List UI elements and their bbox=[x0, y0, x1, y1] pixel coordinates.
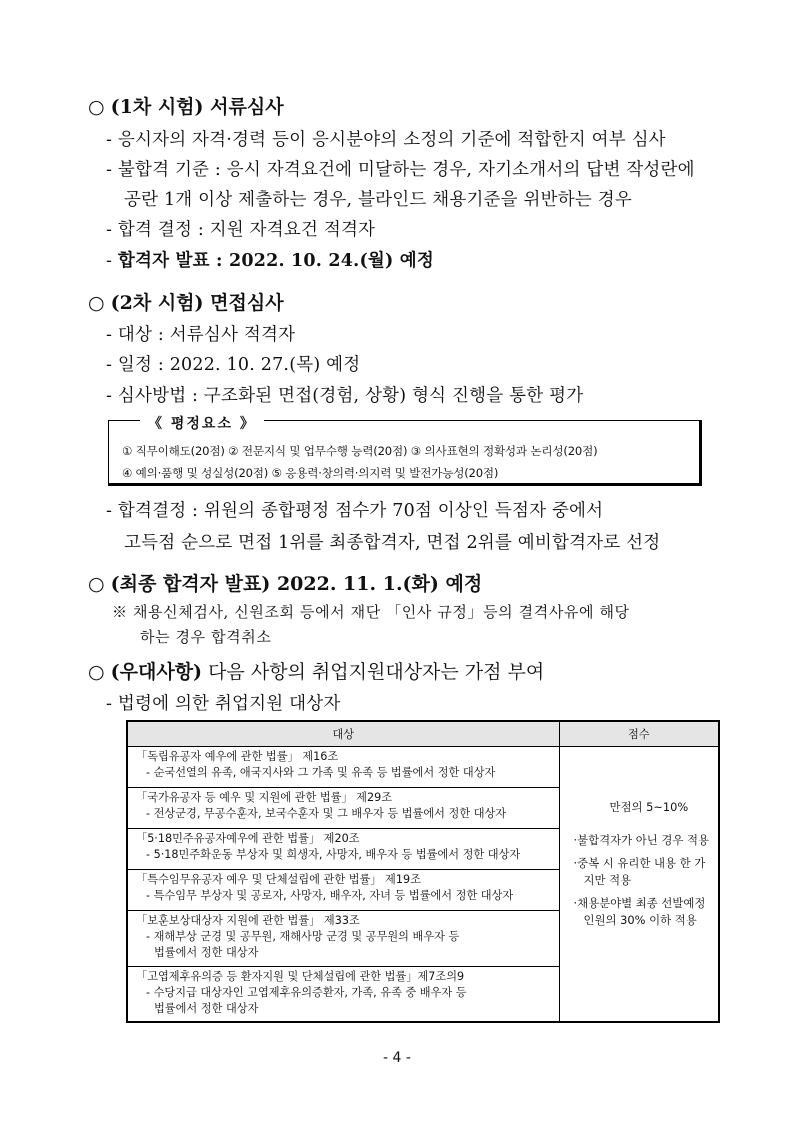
section-4-text: 다음 사항의 취업지원대상자는 가점 부여 bbox=[202, 661, 545, 683]
table-row bbox=[127, 746, 719, 787]
s1-item-2-cont: 공란 1개 이상 제출하는 경우, 블라인드 채용기준을 위반하는 경우 bbox=[124, 190, 632, 210]
header-target: 대상 bbox=[127, 721, 559, 746]
law-name: 「특수임무유공자 예우 및 단체설립에 관한 법률」 제19조 bbox=[136, 872, 421, 886]
s2-item-1: - 대상 : 서류심사 적격자 bbox=[106, 325, 296, 345]
evaluation-line-2: ④ 예의·품행 및 성실성(20점) ⑤ 응용력·창의력·의지력 및 발전가능성(20점) bbox=[122, 466, 499, 480]
law-desc: - 재해부상 군경 및 공무원, 재해사망 군경 및 공무원의 배우자 등 bbox=[146, 929, 460, 943]
law-desc: - 5·18민주화운동 부상자 및 희생자, 사망자, 배우자 등 법률에서 정한 대상자 bbox=[146, 847, 521, 861]
section-3-title: (최종 합격자 발표) bbox=[110, 573, 271, 595]
s3-note: ※ 채용신체검사, 신원조회 등에서 재단 「인사 규정」등의 결격사유에 해당 bbox=[112, 603, 630, 621]
s1-item-1: - 응시자의 자격·경력 등이 응시분야의 소정의 기준에 적합한지 여부 심사 bbox=[106, 130, 666, 150]
law-name: 「보훈보상대상자 지원에 관한 법률」 제33조 bbox=[136, 913, 360, 927]
law-desc: - 전상군경, 무공수훈자, 보국수훈자 및 그 배우자 등 법률에서 정한 대상자 bbox=[146, 806, 507, 820]
law-desc-cont: 법률에서 정한 대상자 bbox=[154, 945, 259, 959]
section-2-heading bbox=[88, 288, 284, 315]
circle-bullet-icon: ○ bbox=[88, 96, 105, 118]
law-name: 「독립유공자 예우에 관한 법률」 제16조 bbox=[136, 749, 339, 763]
circle-bullet-icon: ○ bbox=[88, 661, 105, 683]
section-1-heading bbox=[88, 92, 284, 119]
s3-note-cont: 하는 경우 합격취소 bbox=[140, 628, 272, 646]
section-2-title: (2차 시험) 면접심사 bbox=[110, 292, 284, 314]
s2-item-2: - 일정 : 2022. 10. 27.(목) 예정 bbox=[106, 355, 361, 375]
section-4-heading bbox=[88, 657, 544, 684]
section-1-title: (1차 시험) 서류심사 bbox=[110, 96, 284, 118]
score-item: ·불합격자가 아닌 경우 적용 bbox=[573, 832, 710, 847]
s1-announce: - 합격자 발표 : 2022. 10. 24.(월) 예정 bbox=[106, 251, 435, 271]
score-title: 만점의 5~10% bbox=[609, 799, 689, 814]
score-item: ·채용분야별 최종 선발예정인원의 30% 이하 적용 bbox=[573, 895, 706, 927]
law-name: 「국가유공자 등 예우 및 지원에 관한 법률」 제29조 bbox=[136, 790, 393, 804]
law-desc-cont: 법률에서 정한 대상자 bbox=[154, 1001, 259, 1015]
circle-bullet-icon: ○ bbox=[88, 292, 105, 314]
page-number: - 4 - bbox=[383, 1050, 411, 1066]
score-item: ·중복 시 유리한 내용 한 가지만 적용 bbox=[573, 855, 706, 887]
s2-decision-1: - 합격결정 : 위원의 종합평정 점수가 70점 이상인 득점자 중에서 bbox=[106, 501, 604, 521]
circle-bullet-icon: ○ bbox=[88, 573, 105, 595]
law-name: 「고엽제후유의증 등 환자지원 및 단체설립에 관한 법률」제7조의9 bbox=[136, 969, 465, 983]
section-3-date: 2022. 11. 1.(화) 예정 bbox=[270, 573, 483, 595]
s1-item-2: - 불합격 기준 : 응시 자격요건에 미달하는 경우, 자기소개서의 답변 작성란에 bbox=[106, 160, 695, 180]
s4-sub: - 법령에 의한 취업지원 대상자 bbox=[106, 694, 341, 714]
announce-label: 합격자 발표 bbox=[117, 251, 210, 271]
law-desc: - 순국선열의 유족, 애국지사와 그 가족 및 유족 등 법률에서 정한 대상자 bbox=[146, 765, 496, 779]
score-cell bbox=[559, 746, 719, 1022]
evaluation-box-title: 《 평정요소 》 bbox=[140, 413, 264, 433]
s2-decision-2: 고득점 순으로 면접 1위를 최종합격자, 면접 2위를 예비합격자로 선정 bbox=[124, 533, 661, 553]
preference-table bbox=[126, 720, 720, 1023]
law-desc: - 특수임무 부상자 및 공로자, 사망자, 배우자, 자녀 등 법률에서 정한 대상자 bbox=[146, 888, 514, 902]
section-3-heading bbox=[88, 569, 482, 596]
section-4-title: (우대사항) bbox=[110, 661, 203, 683]
law-name: 「5·18민주유공자예우에 관한 법률」 제20조 bbox=[136, 831, 360, 845]
law-desc: - 수당지급 대상자인 고엽제후유의증환자, 가족, 유족 중 배우자 등 bbox=[146, 985, 467, 999]
announce-date: : 2022. 10. 24.(월) 예정 bbox=[209, 251, 435, 271]
s2-item-3: - 심사방법 : 구조화된 면접(경험, 상황) 형식 진행을 통한 평가 bbox=[106, 386, 584, 406]
evaluation-line-1: ① 직무이해도(20점) ② 전문지식 및 업무수행 능력(20점) ③ 의사표현의 정확성과 논리성(20점) bbox=[122, 444, 598, 458]
header-score: 점수 bbox=[559, 721, 719, 746]
s1-item-3: - 합격 결정 : 지원 자격요건 적격자 bbox=[106, 220, 376, 240]
